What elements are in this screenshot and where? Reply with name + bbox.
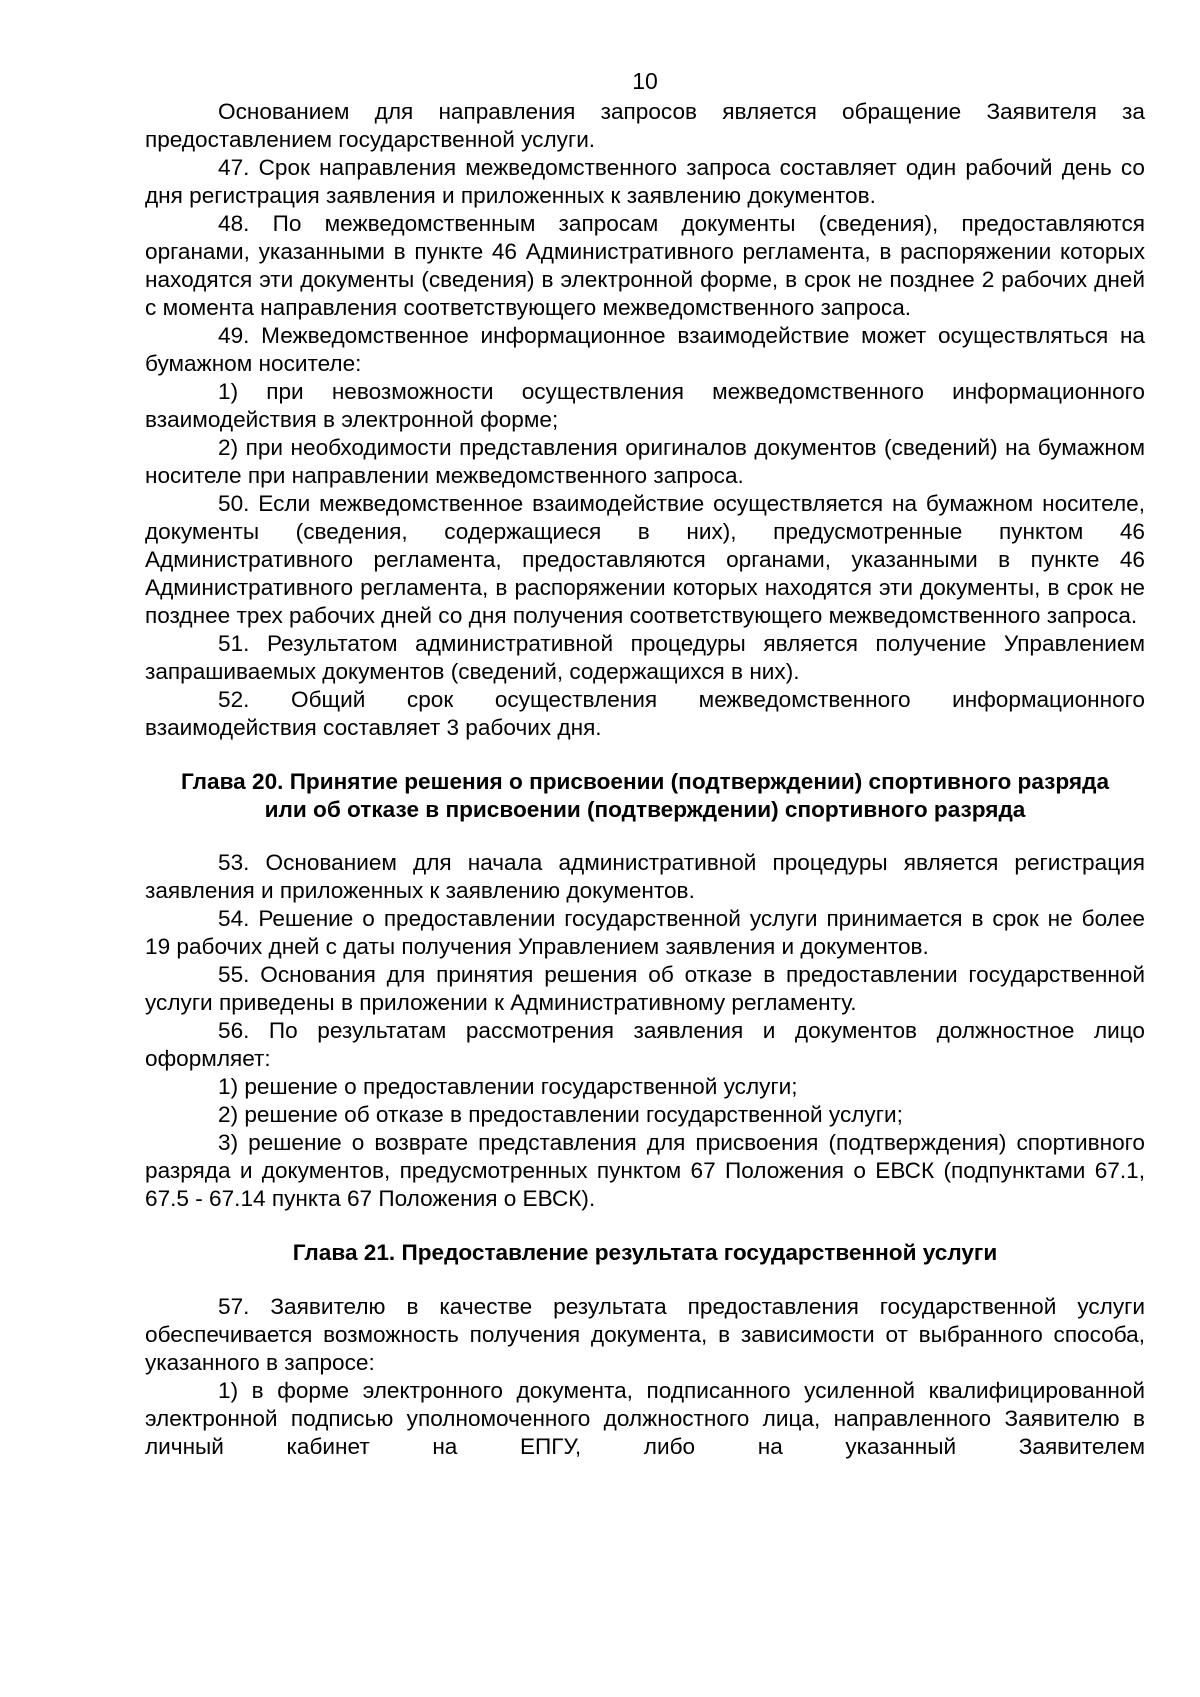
paragraph-56-item-1: 1) решение о предоставлении государственной услуги;	[218, 1074, 798, 1099]
paragraph-57: 57. Заявителю в качестве результата предоставления государственной услуги обеспечивается возможность получения документа, в зависимости от выбранного способа, указанного в запросе:	[145, 1294, 1145, 1375]
paragraph-54: 54. Решение о предоставлении государственной услуги принимается в срок не более 19 рабочих дней с даты получения Управлением заявления и документов.	[145, 906, 1145, 959]
paragraph-56-item-3: 3) решение о возврате представления для присвоения (подтверждения) спортивного разряда и документов, предусмотренных пунктом 67 Положения о ЕВСК (подпунктами 67.1, 67.5 - 67.14 пункта 67 Положения о ЕВСК).	[145, 1130, 1145, 1211]
paragraph-50: 50. Если межведомственное взаимодействие осуществляется на бумажном носителе, документы (сведения, содержащиеся в них), предусмотренные пунктом 46 Административного регламента, предоставляются органами, указанными в пункте 46 Административного регламента, в распоряжении которых находятся эти документы, в срок не позднее трех рабочих дней со дня получения соответствующего межведомственного запроса.	[145, 491, 1145, 628]
paragraph-51: 51. Результатом административной процедуры является получение Управлением запрашиваемых документов (сведений, содержащихся в них).	[145, 631, 1145, 684]
chapter-20-heading-line-2: или об отказе в присвоении (подтверждении) спортивного разряда	[264, 797, 1026, 822]
chapter-21-heading-line-1: Глава 21. Предоставление результата государственной услуги	[292, 1240, 998, 1265]
paragraph-53: 53. Основанием для начала административной процедуры является регистрация заявления и приложенных к заявлению документов.	[145, 850, 1145, 903]
paragraph-56: 56. По результатам рассмотрения заявления и документов должностное лицо оформляет:	[145, 1018, 1145, 1071]
paragraph-56-item-2: 2) решение об отказе в предоставлении государственной услуги;	[218, 1102, 903, 1127]
paragraph-47: 47. Срок направления межведомственного запроса составляет один рабочий день со дня регистрация заявления и приложенных к заявлению документов.	[145, 155, 1145, 208]
paragraph-49: 49. Межведомственное информационное взаимодействие может осуществляться на бумажном носителе:	[145, 323, 1145, 376]
paragraph-48: 48. По межведомственным запросам документы (сведения), предоставляются органами, указанными в пункте 46 Административного регламента, в распоряжении которых находятся эти документы (сведения) в электронной форме, в срок не позднее 2 рабочих дней с момента направления соответствующего межведомственного запроса.	[145, 211, 1145, 320]
paragraph-57-item-1: 1) в форме электронного документа, подписанного усиленной квалифицированной электронной подписью уполномоченного должностного лица, направленного Заявителю в личный кабинет на ЕПГУ, либо на указанный Заявителем	[145, 1378, 1145, 1459]
paragraph-request-basis: Основанием для направления запросов является обращение Заявителя за предоставлением государственной услуги.	[145, 99, 1145, 152]
paragraph-49-item-2: 2) при необходимости представления оригиналов документов (сведений) на бумажном носителе при направлении межведомственного запроса.	[145, 435, 1145, 488]
chapter-20-heading	[145, 768, 1145, 824]
chapter-20-heading-line-1: Глава 20. Принятие решения о присвоении (подтверждении) спортивного разряда	[180, 769, 1110, 794]
chapter-21-heading	[145, 1239, 1145, 1267]
page-number: 10	[632, 68, 658, 94]
paragraph-49-item-1: 1) при невозможности осуществления межведомственного информационного взаимодействия в электронной форме;	[145, 379, 1145, 432]
paragraph-52: 52. Общий срок осуществления межведомственного информационного взаимодействия составляет 3 рабочих дня.	[145, 687, 1145, 740]
paragraph-55: 55. Основания для принятия решения об отказе в предоставлении государственной услуги приведены в приложении к Административному регламенту.	[145, 962, 1145, 1015]
document-page	[145, 66, 1145, 1461]
